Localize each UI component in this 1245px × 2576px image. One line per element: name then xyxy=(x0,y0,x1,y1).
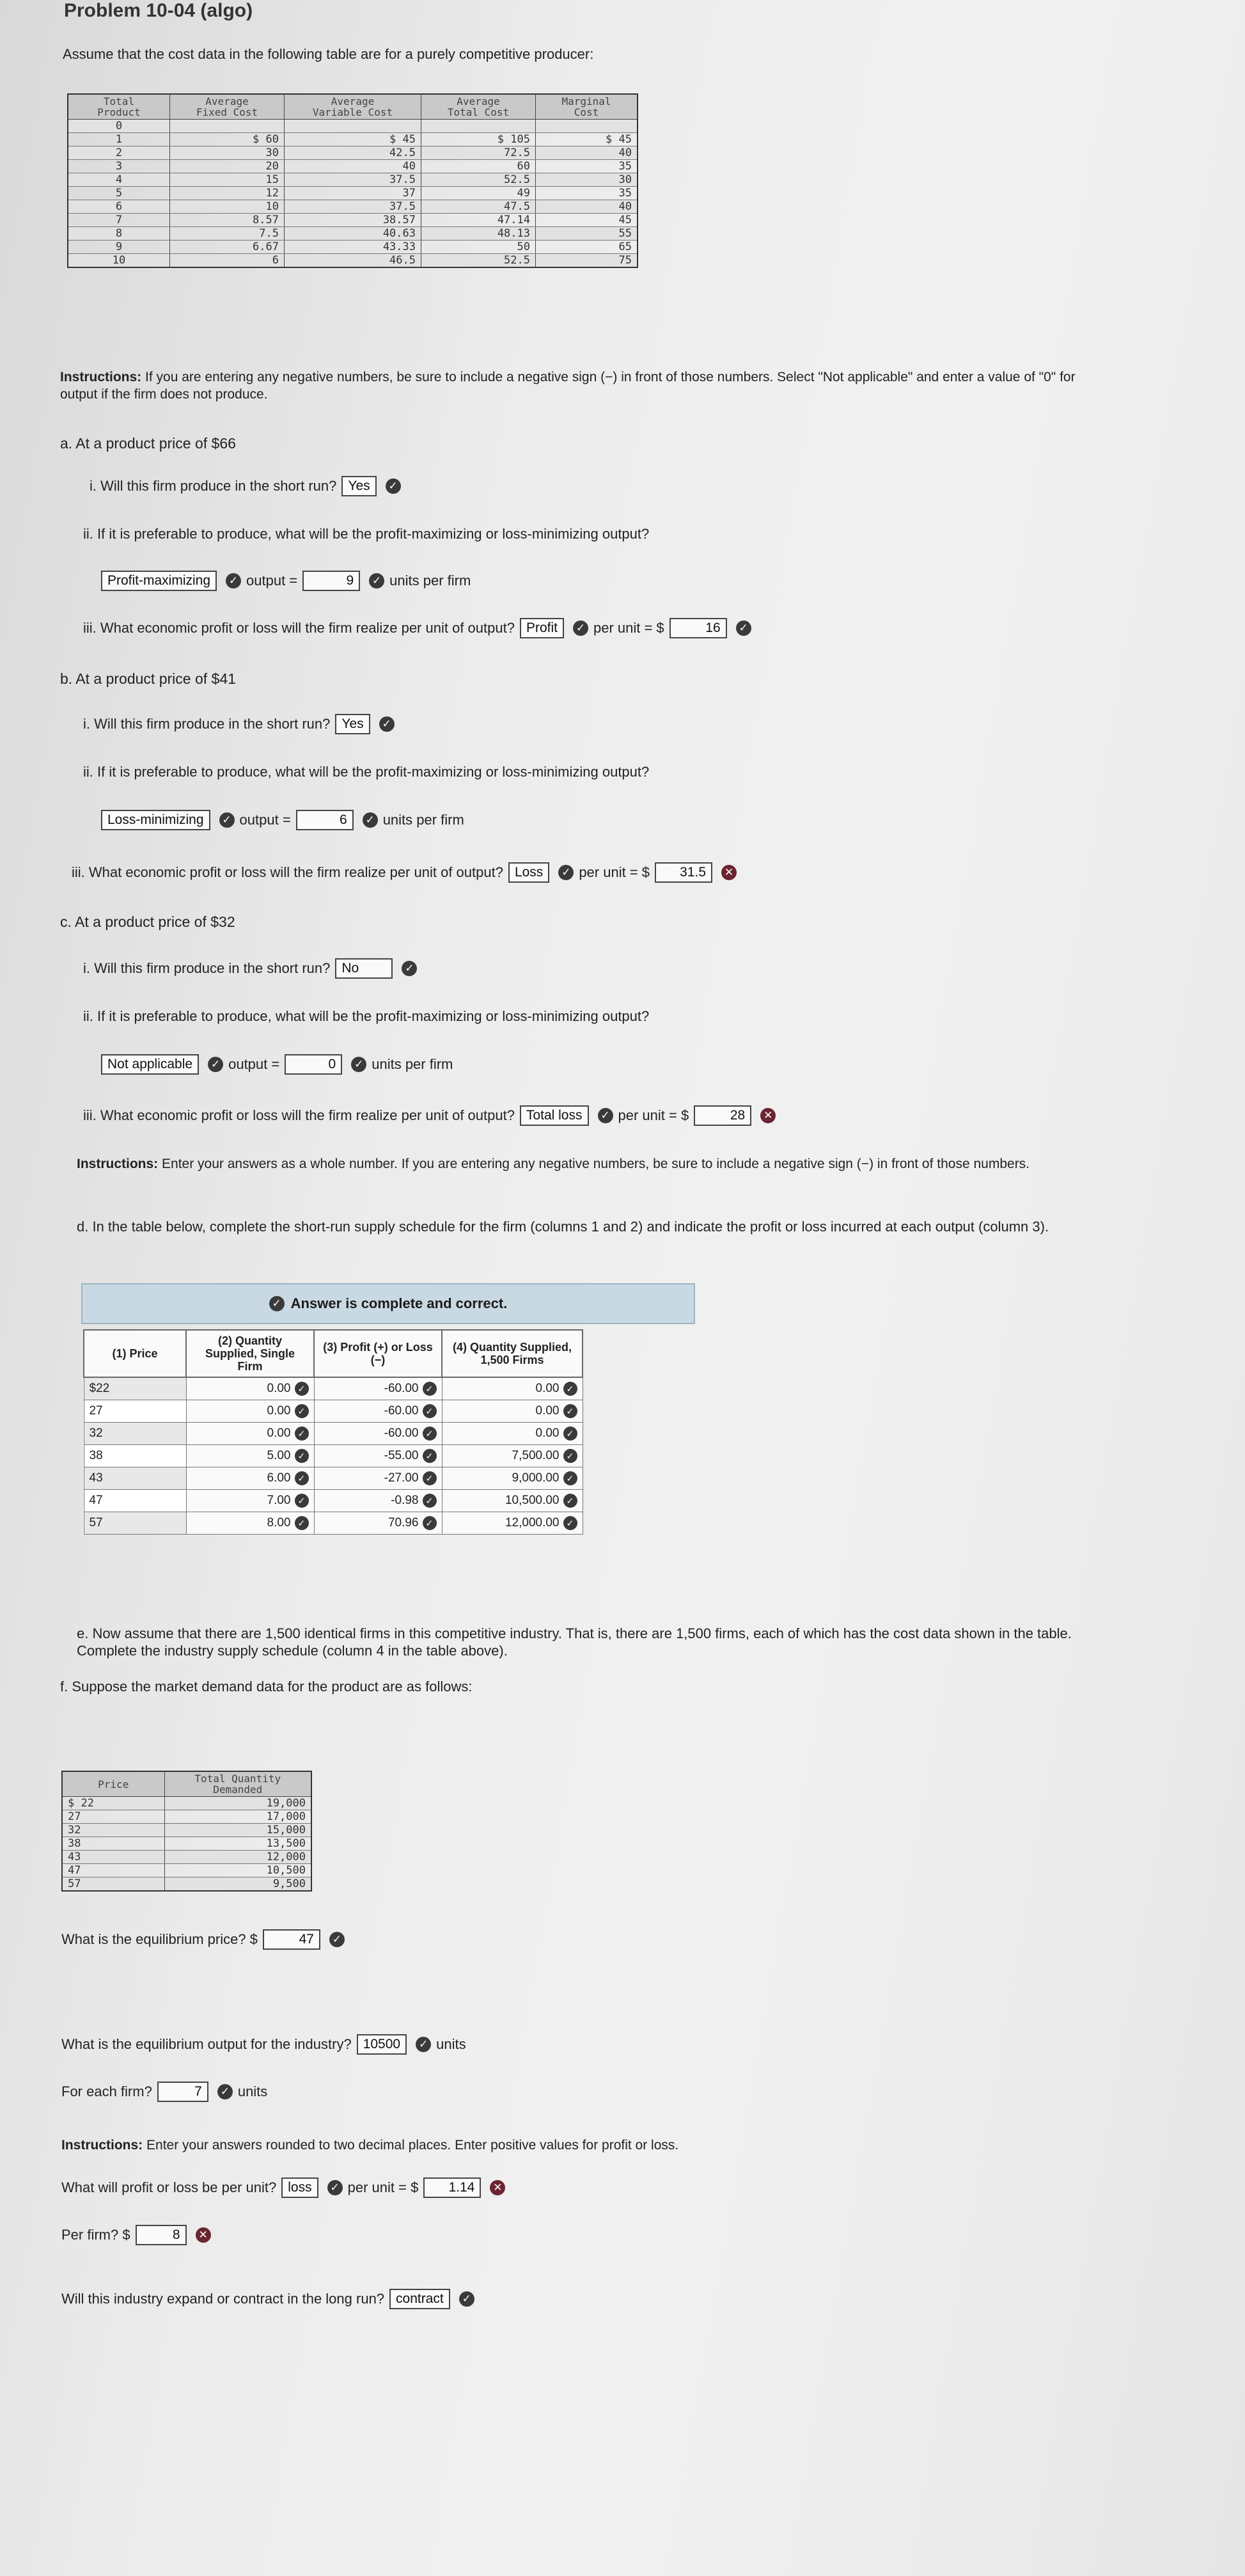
part-c-value-input[interactable]: 28 xyxy=(694,1105,751,1126)
table-row xyxy=(62,1810,311,1824)
part-b-output-row: Loss-minimizing ✓ output = 6 ✓ units per firm xyxy=(101,810,464,830)
eq-output-row: What is the equilibrium output for the industry? 10500 ✓ units xyxy=(61,2034,466,2055)
answer-value[interactable]: -60.00 xyxy=(384,1426,419,1440)
table-cell: 47.5 xyxy=(421,200,536,214)
table-row xyxy=(68,133,638,146)
check-icon: ✓ xyxy=(423,1404,437,1418)
per-firm-input[interactable]: 8 xyxy=(136,2225,187,2245)
answer-value[interactable]: 7,500.00 xyxy=(512,1449,560,1462)
answer-value[interactable]: 0.00 xyxy=(535,1404,560,1418)
part-c-pl-select[interactable]: Total loss xyxy=(520,1105,589,1126)
answer-cell xyxy=(442,1400,583,1423)
answer-cell xyxy=(186,1377,314,1400)
answer-cell xyxy=(442,1490,583,1512)
table-row xyxy=(68,241,638,254)
table-cell: 40 xyxy=(536,200,638,214)
table-row xyxy=(84,1512,583,1535)
table-cell: 50 xyxy=(421,241,536,254)
answer-cell xyxy=(186,1467,314,1490)
price-cell: 57 xyxy=(84,1512,186,1535)
table-cell xyxy=(285,120,421,133)
check-icon: ✓ xyxy=(363,812,378,828)
table-cell: 12 xyxy=(170,187,285,200)
check-icon: ✓ xyxy=(219,812,235,828)
table-row xyxy=(84,1400,583,1423)
table-row xyxy=(62,1877,311,1892)
answer-cell xyxy=(186,1490,314,1512)
check-icon: ✓ xyxy=(226,573,241,589)
check-icon: ✓ xyxy=(351,1057,366,1072)
column-header: Average Total Cost xyxy=(421,94,536,120)
supply-table-wrap xyxy=(83,1329,583,1535)
part-a-type-select[interactable]: Profit-maximizing xyxy=(101,571,217,591)
part-a-heading: a. At a product price of $66 xyxy=(60,435,236,452)
table-cell: 40 xyxy=(536,146,638,160)
table-cell xyxy=(421,120,536,133)
column-header: Marginal Cost xyxy=(536,94,638,120)
check-icon: ✓ xyxy=(369,573,384,589)
instructions-3: Instructions: Enter your answers rounded to two decimal places. Enter positive values for profit or loss. xyxy=(61,2138,679,2153)
check-icon: ✓ xyxy=(563,1471,577,1485)
price-cell: 38 xyxy=(84,1445,186,1467)
check-icon: ✓ xyxy=(295,1449,309,1463)
column-header: (4) Quantity Supplied, 1,500 Firms xyxy=(442,1330,583,1377)
table-cell: 15 xyxy=(170,173,285,187)
part-d-text: d. In the table below, complete the short-run supply schedule for the firm (columns 1 and 2) and indicate the profit or loss incurred at each output (column 3). xyxy=(77,1219,1049,1235)
part-b-type-select[interactable]: Loss-minimizing xyxy=(101,810,210,830)
table-cell: $ 60 xyxy=(170,133,285,146)
table-cell xyxy=(536,120,638,133)
table-cell: 38 xyxy=(62,1837,164,1851)
check-icon: ✓ xyxy=(563,1449,577,1463)
check-icon: ✓ xyxy=(563,1426,577,1441)
table-row xyxy=(68,120,638,133)
answer-cell xyxy=(314,1423,442,1445)
answer-value[interactable]: -27.00 xyxy=(384,1471,419,1485)
check-icon: ✓ xyxy=(563,1404,577,1418)
table-cell: $ 22 xyxy=(62,1797,164,1810)
cost-table xyxy=(67,93,638,268)
check-icon: ✓ xyxy=(416,2037,431,2052)
check-icon: ✓ xyxy=(217,2084,233,2099)
table-cell: 48.13 xyxy=(421,227,536,241)
table-row xyxy=(68,227,638,241)
part-c-q2: ii. If it is preferable to produce, what will be the profit-maximizing or loss-minimizing output? xyxy=(83,1008,650,1024)
table-cell: 38.57 xyxy=(285,214,421,227)
demand-table xyxy=(61,1771,312,1892)
part-a-q2: ii. If it is preferable to produce, what will be the profit-maximizing or loss-minimizing output? xyxy=(83,526,650,542)
table-cell: 42.5 xyxy=(285,146,421,160)
answer-cell xyxy=(314,1490,442,1512)
table-cell: 10,500 xyxy=(164,1864,311,1877)
part-b-q1: i. Will this firm produce in the short run? Yes ✓ xyxy=(83,714,395,734)
table-cell: 30 xyxy=(170,146,285,160)
table-row xyxy=(62,1837,311,1851)
table-row xyxy=(68,160,638,173)
part-a-produce-select[interactable]: Yes xyxy=(341,476,376,496)
instructions-label: Instructions: xyxy=(60,370,142,384)
check-icon: ✓ xyxy=(736,620,751,636)
table-cell: 60 xyxy=(421,160,536,173)
table-row xyxy=(68,254,638,268)
table-row xyxy=(84,1445,583,1467)
table-cell: 15,000 xyxy=(164,1824,311,1837)
answer-cell xyxy=(186,1445,314,1467)
table-row xyxy=(62,1797,311,1810)
part-b-pl-select[interactable]: Loss xyxy=(508,862,549,883)
wrong-icon: ✕ xyxy=(760,1108,776,1123)
answer-value[interactable]: 6.00 xyxy=(267,1471,291,1485)
table-cell: 20 xyxy=(170,160,285,173)
table-cell: 12,000 xyxy=(164,1851,311,1864)
answer-value[interactable]: 0.00 xyxy=(535,1426,560,1440)
answer-banner: ✓ Answer is complete and correct. xyxy=(81,1283,695,1324)
column-header: (1) Price xyxy=(84,1330,186,1377)
answer-cell xyxy=(442,1467,583,1490)
table-cell: 6.67 xyxy=(170,241,285,254)
column-header: Price xyxy=(62,1771,164,1797)
table-cell: 52.5 xyxy=(421,254,536,268)
answer-value[interactable]: 5.00 xyxy=(267,1449,291,1462)
table-row xyxy=(84,1467,583,1490)
answer-value[interactable]: 70.96 xyxy=(388,1516,419,1529)
table-cell: 46.5 xyxy=(285,254,421,268)
part-b-output-input[interactable]: 6 xyxy=(296,810,354,830)
check-icon: ✓ xyxy=(423,1471,437,1485)
table-cell: 32 xyxy=(62,1824,164,1837)
part-b-value-input[interactable]: 31.5 xyxy=(655,862,712,883)
part-b-q3-row: iii. What economic profit or loss will the firm realize per unit of output? Loss ✓ per unit = $ 31.5 ✕ xyxy=(72,862,737,883)
check-icon: ✓ xyxy=(379,716,395,732)
table-cell: 57 xyxy=(62,1877,164,1892)
column-header: Total Product xyxy=(68,94,170,120)
table-row xyxy=(68,146,638,160)
part-b-produce-select[interactable]: Yes xyxy=(335,714,370,734)
part-c-q3-row: iii. What economic profit or loss will the firm realize per unit of output? Total loss ✓ per unit = $ 28 ✕ xyxy=(83,1105,776,1126)
table-cell: 37.5 xyxy=(285,200,421,214)
intro-text: Assume that the cost data in the following table are for a purely competitive producer: xyxy=(63,46,594,62)
table-cell: 35 xyxy=(536,160,638,173)
table-cell xyxy=(170,120,285,133)
table-cell: 9,500 xyxy=(164,1877,311,1892)
table-row xyxy=(68,200,638,214)
table-cell: 45 xyxy=(536,214,638,227)
table-cell: 43.33 xyxy=(285,241,421,254)
per-firm-row: Per firm? $ 8 ✕ xyxy=(61,2225,211,2245)
cost-table-wrap xyxy=(67,93,638,268)
answer-value[interactable]: -0.98 xyxy=(391,1494,419,1507)
table-cell: 6 xyxy=(170,254,285,268)
table-row xyxy=(68,173,638,187)
price-cell: $22 xyxy=(84,1377,186,1400)
table-cell: 17,000 xyxy=(164,1810,311,1824)
answer-value[interactable]: 0.00 xyxy=(267,1404,291,1418)
table-cell: 7 xyxy=(68,214,170,227)
answer-value[interactable]: 7.00 xyxy=(267,1494,291,1507)
table-row xyxy=(84,1423,583,1445)
table-row xyxy=(62,1824,311,1837)
table-cell: 75 xyxy=(536,254,638,268)
table-cell: 47 xyxy=(62,1864,164,1877)
table-cell: 0 xyxy=(68,120,170,133)
part-a-output-row: Profit-maximizing ✓ output = 9 ✓ units per firm xyxy=(101,571,471,591)
check-icon: ✓ xyxy=(423,1426,437,1441)
eq-price-input[interactable]: 47 xyxy=(263,1929,320,1950)
column-header: (2) Quantity Supplied, Single Firm xyxy=(186,1330,314,1377)
check-icon: ✓ xyxy=(558,865,574,880)
check-icon: ✓ xyxy=(329,1932,345,1947)
table-cell: 8.57 xyxy=(170,214,285,227)
table-cell: 65 xyxy=(536,241,638,254)
table-cell: 13,500 xyxy=(164,1837,311,1851)
firm-output-row: For each firm? 7 ✓ units xyxy=(61,2082,267,2102)
check-icon: ✓ xyxy=(459,2291,474,2307)
answer-value[interactable]: 0.00 xyxy=(267,1382,291,1395)
page-title: Problem 10-04 (algo) xyxy=(64,0,253,21)
answer-cell xyxy=(442,1377,583,1400)
table-cell: 40.63 xyxy=(285,227,421,241)
check-icon: ✓ xyxy=(295,1426,309,1441)
answer-value[interactable]: -55.00 xyxy=(384,1449,419,1462)
wrong-icon: ✕ xyxy=(490,2180,505,2195)
instructions-2: Instructions: Enter your answers as a whole number. If you are entering any negative numbers, be sure to include a negative sign (−) in front of those numbers. xyxy=(77,1157,1030,1171)
check-icon: ✓ xyxy=(295,1516,309,1530)
check-icon: ✓ xyxy=(423,1494,437,1508)
check-icon: ✓ xyxy=(295,1471,309,1485)
table-row xyxy=(68,214,638,227)
part-c-type-select[interactable]: Not applicable xyxy=(101,1054,199,1075)
answer-cell xyxy=(442,1445,583,1467)
pl-unit-input[interactable]: 1.14 xyxy=(423,2177,481,2198)
column-header: Average Variable Cost xyxy=(285,94,421,120)
check-icon: ✓ xyxy=(563,1516,577,1530)
answer-value[interactable]: 0.00 xyxy=(267,1426,291,1440)
part-e-text: e. Now assume that there are 1,500 identical firms in this competitive industry. That is, there are 1,500 firms, each of which has the cost data shown in the table. Complete the industry supply schedule (column 4 in the table above). xyxy=(77,1625,1072,1659)
table-cell: 40 xyxy=(285,160,421,173)
table-row xyxy=(62,1864,311,1877)
table-cell: 10 xyxy=(170,200,285,214)
table-cell: $ 45 xyxy=(536,133,638,146)
price-cell: 32 xyxy=(84,1423,186,1445)
table-cell: 1 xyxy=(68,133,170,146)
check-icon: ✓ xyxy=(386,478,401,494)
table-cell: 37.5 xyxy=(285,173,421,187)
instructions-1 xyxy=(60,368,1096,403)
wrong-icon: ✕ xyxy=(721,865,737,880)
eq-price-row: What is the equilibrium price? $ 47 ✓ xyxy=(61,1929,345,1950)
table-cell: 10 xyxy=(68,254,170,268)
supply-table xyxy=(83,1329,583,1535)
answer-value[interactable]: -60.00 xyxy=(384,1382,419,1395)
check-icon: ✓ xyxy=(295,1404,309,1418)
instructions-text: If you are entering any negative numbers, be sure to include a negative sign (−) in front of those numbers. Select "Not applicable" and enter a value of "0" for output if the firm does not produce. xyxy=(60,370,1076,402)
part-c-q1: i. Will this firm produce in the short run? No ✓ xyxy=(83,958,417,979)
answer-value[interactable]: 12,000.00 xyxy=(505,1516,560,1529)
answer-cell xyxy=(314,1467,442,1490)
price-cell: 27 xyxy=(84,1400,186,1423)
table-cell: 43 xyxy=(62,1851,164,1864)
table-cell: 2 xyxy=(68,146,170,160)
pl-unit-row: What will profit or loss be per unit? loss ✓ per unit = $ 1.14 ✕ xyxy=(61,2177,505,2198)
table-cell: 3 xyxy=(68,160,170,173)
table-cell: $ 105 xyxy=(421,133,536,146)
long-run-select[interactable]: contract xyxy=(389,2289,450,2309)
answer-value[interactable]: 9,000.00 xyxy=(512,1471,560,1485)
check-icon: ✓ xyxy=(573,620,588,636)
check-icon: ✓ xyxy=(327,2180,343,2195)
answer-cell xyxy=(186,1400,314,1423)
table-row xyxy=(62,1851,311,1864)
eq-output-input[interactable]: 10500 xyxy=(357,2034,407,2055)
check-icon: ✓ xyxy=(269,1296,285,1311)
check-icon: ✓ xyxy=(563,1494,577,1508)
table-cell: 35 xyxy=(536,187,638,200)
table-cell: 5 xyxy=(68,187,170,200)
table-cell: 19,000 xyxy=(164,1797,311,1810)
check-icon: ✓ xyxy=(423,1382,437,1396)
part-a-output-input[interactable]: 9 xyxy=(302,571,360,591)
answer-value[interactable]: -60.00 xyxy=(384,1404,419,1418)
check-icon: ✓ xyxy=(208,1057,223,1072)
price-cell: 43 xyxy=(84,1467,186,1490)
firm-output-input[interactable]: 7 xyxy=(157,2082,208,2102)
table-cell: 27 xyxy=(62,1810,164,1824)
answer-value[interactable]: 10,500.00 xyxy=(505,1494,560,1507)
part-c-heading: c. At a product price of $32 xyxy=(60,913,235,930)
table-cell: 4 xyxy=(68,173,170,187)
table-cell: 49 xyxy=(421,187,536,200)
part-b-q2: ii. If it is preferable to produce, what will be the profit-maximizing or loss-minimizing output? xyxy=(83,764,650,780)
part-a-value-input[interactable]: 16 xyxy=(669,618,727,638)
column-header: Average Fixed Cost xyxy=(170,94,285,120)
check-icon: ✓ xyxy=(423,1516,437,1530)
part-c-output-input[interactable]: 0 xyxy=(285,1054,342,1075)
table-cell: 6 xyxy=(68,200,170,214)
answer-cell xyxy=(314,1377,442,1400)
part-f-text: f. Suppose the market demand data for the product are as follows: xyxy=(60,1679,473,1695)
wrong-icon: ✕ xyxy=(196,2227,211,2243)
part-a-pl-select[interactable]: Profit xyxy=(520,618,564,638)
price-cell: 47 xyxy=(84,1490,186,1512)
answer-cell xyxy=(314,1400,442,1423)
long-run-row: Will this industry expand or contract in the long run? contract ✓ xyxy=(61,2289,474,2309)
part-a-q1: i. Will this firm produce in the short run? Yes ✓ xyxy=(90,476,401,496)
check-icon: ✓ xyxy=(295,1494,309,1508)
table-cell: 72.5 xyxy=(421,146,536,160)
check-icon: ✓ xyxy=(563,1382,577,1396)
answer-cell xyxy=(442,1512,583,1535)
answer-cell xyxy=(442,1423,583,1445)
answer-cell xyxy=(186,1423,314,1445)
answer-cell xyxy=(314,1445,442,1467)
check-icon: ✓ xyxy=(295,1382,309,1396)
table-cell: 9 xyxy=(68,241,170,254)
table-cell: 52.5 xyxy=(421,173,536,187)
demand-table-wrap xyxy=(61,1771,312,1892)
table-cell: $ 45 xyxy=(285,133,421,146)
check-icon: ✓ xyxy=(423,1449,437,1463)
pl-unit-select[interactable]: loss xyxy=(281,2177,318,2198)
table-row xyxy=(84,1490,583,1512)
check-icon: ✓ xyxy=(402,961,417,976)
part-b-heading: b. At a product price of $41 xyxy=(60,670,236,687)
table-row xyxy=(68,187,638,200)
check-icon: ✓ xyxy=(598,1108,613,1123)
table-row xyxy=(84,1377,583,1400)
answer-cell xyxy=(314,1512,442,1535)
answer-value[interactable]: 8.00 xyxy=(267,1516,291,1529)
answer-value[interactable]: 0.00 xyxy=(535,1382,560,1395)
part-a-q3-row: iii. What economic profit or loss will the firm realize per unit of output? Profit ✓ per unit = $ 16 ✓ xyxy=(83,618,751,638)
table-cell: 47.14 xyxy=(421,214,536,227)
column-header: Total Quantity Demanded xyxy=(164,1771,311,1797)
column-header: (3) Profit (+) or Loss (−) xyxy=(314,1330,442,1377)
part-c-output-row: Not applicable ✓ output = 0 ✓ units per firm xyxy=(101,1054,453,1075)
table-cell: 55 xyxy=(536,227,638,241)
part-c-produce-select[interactable]: No xyxy=(335,958,393,979)
table-cell: 37 xyxy=(285,187,421,200)
table-cell: 30 xyxy=(536,173,638,187)
table-cell: 8 xyxy=(68,227,170,241)
table-cell: 7.5 xyxy=(170,227,285,241)
answer-cell xyxy=(186,1512,314,1535)
